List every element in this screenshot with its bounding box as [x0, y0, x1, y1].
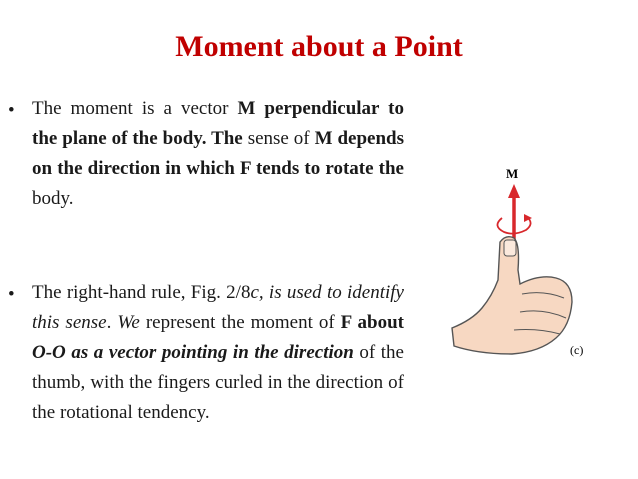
text-run: .	[106, 312, 118, 333]
text-run: c, is used to identify this sense	[32, 282, 404, 333]
paragraph-right-hand-rule	[32, 278, 404, 428]
text-run: M perpendicular to the plane of the body. The	[32, 98, 404, 149]
slide-title: Moment about a Point	[175, 30, 463, 63]
text-run: sense of	[242, 128, 315, 149]
right-hand-rule-figure	[448, 158, 598, 363]
hand-icon	[452, 237, 572, 354]
text-run: O-O as a vector pointing in the direction	[32, 342, 354, 363]
moment-vector-arrowhead	[508, 184, 520, 198]
text-run: M depends on the direction in which F tends to rotate the	[32, 128, 405, 179]
text-run: F about	[340, 312, 405, 333]
bullet-marker-1: •	[8, 100, 15, 121]
text-run: The right-hand rule, Fig. 2/8	[32, 282, 251, 303]
text-run: We	[117, 312, 140, 333]
paragraph-moment-vector	[32, 94, 404, 214]
text-run: represent the moment of	[139, 312, 341, 333]
text-run: of the thumb, with the fingers curled in the direction of the rotational tendency.	[32, 342, 404, 423]
figure-caption: (c)	[570, 343, 584, 357]
vector-m-label: M	[506, 166, 519, 181]
text-run: The moment is a vector	[32, 98, 238, 119]
bullet-marker-2: •	[8, 284, 15, 305]
text-run: body.	[32, 188, 74, 209]
